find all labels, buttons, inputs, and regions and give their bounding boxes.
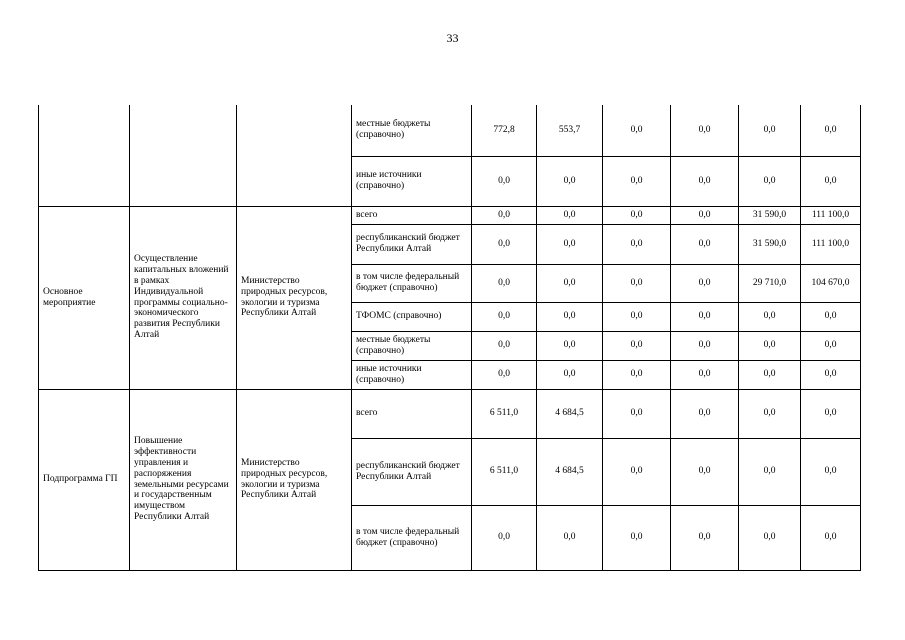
value-cell: 0,0 xyxy=(801,105,861,156)
value-cell: 0,0 xyxy=(472,302,537,331)
value-cell: 0,0 xyxy=(603,156,671,206)
value-cell: 0,0 xyxy=(801,505,861,570)
value-cell: 0,0 xyxy=(671,505,739,570)
value-cell: 4 684,5 xyxy=(537,438,603,505)
value-cell: 0,0 xyxy=(603,206,671,224)
value-cell: 0,0 xyxy=(472,505,537,570)
value-cell: 0,0 xyxy=(537,505,603,570)
value-cell: 0,0 xyxy=(739,331,801,360)
value-cell: 111 100,0 xyxy=(801,206,861,224)
value-cell: 0,0 xyxy=(603,302,671,331)
value-cell: 553,7 xyxy=(537,105,603,156)
value-cell: 0,0 xyxy=(671,224,739,264)
value-cell: 0,0 xyxy=(603,264,671,302)
value-cell: 0,0 xyxy=(671,264,739,302)
source-cell: республиканский бюджет Республики Алтай xyxy=(352,438,472,505)
source-cell: всего xyxy=(352,389,472,438)
level-cell xyxy=(39,105,130,206)
name-cell: Повышение эффективности управления и распоряжения земельными ресурсами и государственным имуществом Республики Алтай xyxy=(130,389,237,570)
value-cell: 0,0 xyxy=(537,224,603,264)
value-cell: 0,0 xyxy=(739,438,801,505)
value-cell: 0,0 xyxy=(671,105,739,156)
source-cell: местные бюджеты (справочно) xyxy=(352,331,472,360)
value-cell: 772,8 xyxy=(472,105,537,156)
budget-table xyxy=(38,105,861,571)
value-cell: 0,0 xyxy=(801,438,861,505)
value-cell: 0,0 xyxy=(671,438,739,505)
executor-cell: Министерство природных ресурсов, экологии и туризма Республики Алтай xyxy=(237,206,352,389)
value-cell: 0,0 xyxy=(472,264,537,302)
name-cell: Осуществление капитальных вложений в рамках Индивидуальной программы социально-экономического развития Республики Алтай xyxy=(130,206,237,389)
value-cell: 0,0 xyxy=(603,105,671,156)
value-cell: 0,0 xyxy=(472,331,537,360)
value-cell: 111 100,0 xyxy=(801,224,861,264)
value-cell: 0,0 xyxy=(472,156,537,206)
value-cell: 0,0 xyxy=(671,331,739,360)
value-cell: 0,0 xyxy=(739,360,801,389)
value-cell: 0,0 xyxy=(801,302,861,331)
value-cell: 31 590,0 xyxy=(739,224,801,264)
value-cell: 0,0 xyxy=(739,389,801,438)
value-cell: 0,0 xyxy=(603,389,671,438)
value-cell: 0,0 xyxy=(671,206,739,224)
source-cell: всего xyxy=(352,206,472,224)
level-cell: Подпрограмма ГП xyxy=(39,389,130,570)
executor-cell: Министерство природных ресурсов, экологии и туризма Республики Алтай xyxy=(237,389,352,570)
value-cell: 0,0 xyxy=(603,505,671,570)
executor-cell xyxy=(237,105,352,206)
value-cell: 0,0 xyxy=(603,331,671,360)
value-cell: 0,0 xyxy=(739,505,801,570)
value-cell: 4 684,5 xyxy=(537,389,603,438)
source-cell: в том числе федеральный бюджет (справочно) xyxy=(352,505,472,570)
value-cell: 0,0 xyxy=(671,360,739,389)
value-cell: 0,0 xyxy=(739,105,801,156)
source-cell: ТФОМС (справочно) xyxy=(352,302,472,331)
value-cell: 0,0 xyxy=(801,331,861,360)
value-cell: 0,0 xyxy=(603,438,671,505)
source-cell: республиканский бюджет Республики Алтай xyxy=(352,224,472,264)
value-cell: 31 590,0 xyxy=(739,206,801,224)
value-cell: 0,0 xyxy=(671,156,739,206)
level-cell: Основное мероприятие xyxy=(39,206,130,389)
value-cell: 0,0 xyxy=(801,360,861,389)
table-row xyxy=(39,389,861,438)
value-cell: 0,0 xyxy=(537,264,603,302)
source-cell: местные бюджеты (справочно) xyxy=(352,105,472,156)
value-cell: 0,0 xyxy=(603,360,671,389)
value-cell: 0,0 xyxy=(739,156,801,206)
value-cell: 0,0 xyxy=(537,360,603,389)
value-cell: 0,0 xyxy=(671,302,739,331)
value-cell: 6 511,0 xyxy=(472,389,537,438)
value-cell: 0,0 xyxy=(472,224,537,264)
value-cell: 0,0 xyxy=(537,156,603,206)
value-cell: 0,0 xyxy=(739,302,801,331)
value-cell: 6 511,0 xyxy=(472,438,537,505)
value-cell: 0,0 xyxy=(472,206,537,224)
value-cell: 0,0 xyxy=(671,389,739,438)
name-cell xyxy=(130,105,237,206)
value-cell: 29 710,0 xyxy=(739,264,801,302)
value-cell: 104 670,0 xyxy=(801,264,861,302)
source-cell: иные источники (справочно) xyxy=(352,156,472,206)
value-cell: 0,0 xyxy=(603,224,671,264)
value-cell: 0,0 xyxy=(537,206,603,224)
value-cell: 0,0 xyxy=(472,360,537,389)
source-cell: иные источники (справочно) xyxy=(352,360,472,389)
table-row xyxy=(39,105,861,156)
page-number: 33 xyxy=(446,31,459,45)
value-cell: 0,0 xyxy=(801,389,861,438)
value-cell: 0,0 xyxy=(801,156,861,206)
value-cell: 0,0 xyxy=(537,331,603,360)
source-cell: в том числе федеральный бюджет (справочно) xyxy=(352,264,472,302)
table-row xyxy=(39,206,861,224)
value-cell: 0,0 xyxy=(537,302,603,331)
